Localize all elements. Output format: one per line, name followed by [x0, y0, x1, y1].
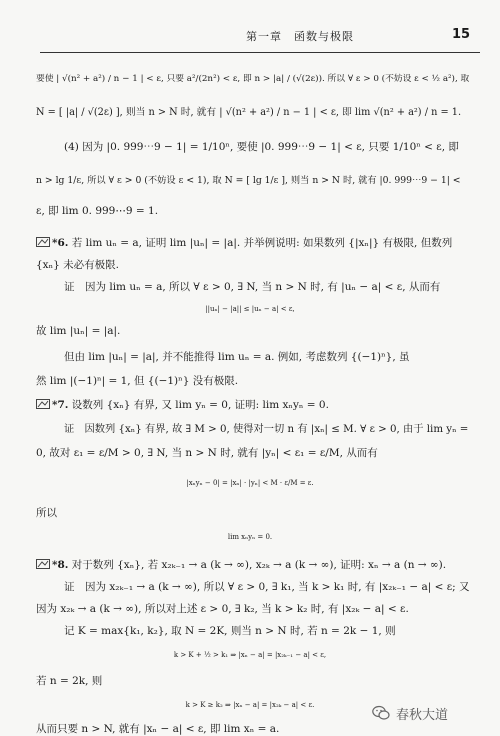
- line-text: 故 lim |uₙ| = |a|.: [36, 325, 121, 337]
- text-line: [64, 140, 459, 154]
- line-text: N = [ |a| / √(2ε) ], 则当 n > N 时, 就有 | √(n² + a²) / n − 1 | < ε, 即 lim √(n² + a²) / n = 1.: [36, 107, 462, 118]
- line-text: k > K ≥ k₂ ⇒ |xₙ − a| = |x₂ₖ − a| < ε.: [185, 701, 315, 709]
- line-text: k > K + ½ > k₁ ⇒ |xₙ − a| = |x₂ₖ₋₁ − a| < ε,: [173, 651, 327, 659]
- exercise-marker-icon: [36, 559, 50, 569]
- text-line: [0, 302, 500, 316]
- text-line: [36, 506, 57, 520]
- text-line: [36, 106, 461, 120]
- watermark: [372, 702, 484, 724]
- line-text: lim xₙyₙ = 0.: [227, 533, 273, 541]
- text-line: [36, 204, 158, 218]
- text-line: [36, 558, 446, 572]
- text-line: [64, 280, 440, 294]
- line-text: 但由 lim |uₙ| = |a|, 并不能推得 lim uₙ = a. 例如, 考虑数列 {(−1)ⁿ}, 虽: [64, 351, 410, 363]
- exercise-marker-icon: [36, 237, 50, 247]
- line-text: 然 lim |(−1)ⁿ| = 1, 但 {(−1)ⁿ} 没有极限.: [36, 375, 239, 387]
- line-text: 证 因为 x₂ₖ₋₁ → a (k → ∞), 所以 ∀ ε > 0, ∃ k₁, 当 k > k₁ 时, 有 |x₂ₖ₋₁ − a| < ε; 又: [64, 581, 470, 593]
- exercise-number: *8.: [52, 559, 69, 571]
- line-text: ||uₙ| − |a|| ≤ |uₙ − a| < ε,: [205, 305, 295, 313]
- text-line: [36, 324, 120, 338]
- text-line: [64, 624, 396, 638]
- page-number: 15: [452, 27, 471, 42]
- line-text: 从而只要 n > N, 就有 |xₙ − a| < ε, 即 lim xₙ = a.: [36, 723, 280, 735]
- text-line: [0, 530, 500, 544]
- running-header: [0, 28, 500, 48]
- text-line: [36, 258, 119, 272]
- line-text: 因为 x₂ₖ → a (k → ∞), 所以对上述 ε > 0, ∃ k₂, 当 k > k₂ 时, 有 |x₂ₖ − a| < ε.: [36, 603, 409, 615]
- text-line: [36, 374, 238, 388]
- line-text: (4) 因为 |0. 999⋯9 − 1| = 1/10ⁿ, 要使 |0. 999⋯9 − 1| < ε, 只要 1/10ⁿ < ε, 即: [64, 141, 459, 153]
- text-line: [36, 722, 279, 736]
- text-line: [64, 422, 468, 436]
- line-text: 设数列 {xₙ} 有界, 又 lim yₙ = 0, 证明: lim xₙyₙ = 0.: [68, 399, 329, 411]
- line-text: 证 因为 lim uₙ = a, 所以 ∀ ε > 0, ∃ N, 当 n > N 时, 有 |uₙ − a| < ε, 从而有: [64, 281, 441, 293]
- text-line: [36, 602, 409, 616]
- line-text: n > lg 1/ε, 所以 ∀ ε > 0 (不妨设 ε < 1), 取 N = [ lg 1/ε ], 则当 n > N 时, 就有 |0. 999⋯9 − 1| <: [36, 175, 461, 186]
- line-text: ε, 即 lim 0. 999⋯9 = 1.: [36, 205, 159, 217]
- line-text: 若 n = 2k, 则: [36, 675, 103, 687]
- line-text: 要使 | √(n² + a²) / n − 1 | < ε, 只要 a²/(2n²) < ε, 即 n > |a| / (√(2ε)). 所以 ∀ ε > 0 (不妨设 ε < ½ a²), 取: [36, 74, 470, 84]
- line-text: 证 因数列 {xₙ} 有界, 故 ∃ M > 0, 使得对一切 n 有 |xₙ| ≤ M. ∀ ε > 0, 由于 lim yₙ =: [64, 423, 469, 435]
- text-line: [36, 446, 378, 460]
- text-line: [36, 674, 102, 688]
- line-text: 所以: [36, 507, 57, 519]
- exercise-marker-icon: [36, 399, 50, 409]
- line-text: 对于数列 {xₙ}, 若 x₂ₖ₋₁ → a (k → ∞), x₂ₖ → a (k → ∞), 证明: xₙ → a (n → ∞).: [68, 559, 447, 571]
- exercise-number: *7.: [52, 399, 69, 411]
- text-line: [36, 174, 461, 188]
- line-text: 若 lim uₙ = a, 证明 lim |uₙ| = |a|. 并举例说明: 如果数列 {|xₙ|} 有极限, 但数列: [68, 237, 453, 249]
- text-line: [0, 648, 500, 662]
- header-rule: [40, 52, 480, 53]
- line-text: {xₙ} 未必有极限.: [36, 259, 120, 271]
- watermark-text: 春秋大道: [396, 707, 449, 723]
- text-line: [64, 350, 410, 364]
- text-line: [64, 580, 470, 594]
- wechat-icon: [372, 705, 390, 721]
- line-text: 0, 故对 ε₁ = ε/M > 0, ∃ N, 当 n > N 时, 就有 |yₙ| < ε₁ = ε/M, 从而有: [36, 447, 378, 459]
- line-text: |xₙyₙ − 0| = |xₙ| · |yₙ| < M · ε/M = ε.: [186, 479, 314, 487]
- exercise-number: *6.: [52, 237, 69, 249]
- text-line: [36, 398, 329, 412]
- text-line: [0, 476, 500, 490]
- line-text: 记 K = max{k₁, k₂}, 取 N = 2K, 则当 n > N 时, 若 n = 2k − 1, 则: [64, 625, 396, 637]
- text-line: [36, 236, 452, 250]
- chapter-title: 第一章 函数与极限: [246, 30, 354, 43]
- text-line: [36, 72, 469, 86]
